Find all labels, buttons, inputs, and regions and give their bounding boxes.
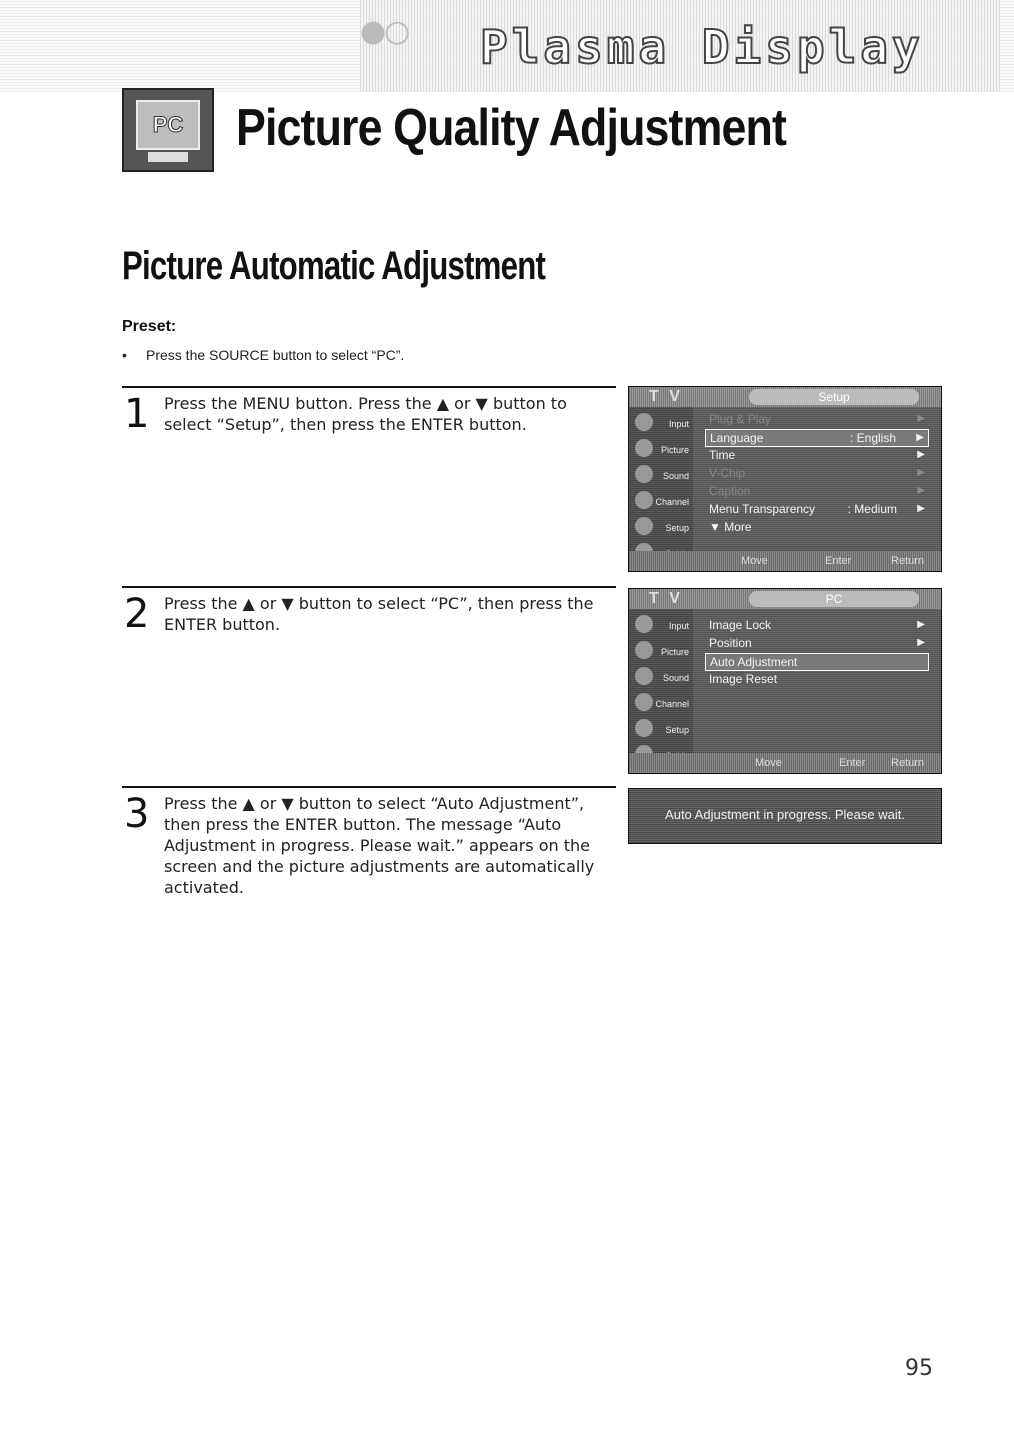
step-number: 1 <box>124 391 150 437</box>
arrow-right-icon: ▶ <box>917 503 925 514</box>
menu-tab-title: Setup <box>749 389 919 405</box>
sidebar-item-setup[interactable]: Setup <box>635 717 691 743</box>
tv-label: T V <box>649 590 683 607</box>
menu-tab-title: PC <box>749 591 919 607</box>
picture-icon <box>635 641 653 659</box>
menu-sidebar <box>629 609 693 753</box>
return-hint: Return <box>891 757 925 769</box>
menu-item-image-reset[interactable]: Image Reset <box>709 672 778 686</box>
step-number: 3 <box>124 791 150 837</box>
pc-icon <box>122 88 214 172</box>
menu-item-plug-play[interactable]: Plug & Play ▶ <box>709 412 925 426</box>
preset-text: Press the SOURCE button to select “PC”. <box>146 347 405 363</box>
input-icon <box>635 615 653 633</box>
pc-screen-icon <box>136 100 200 150</box>
sidebar-item-input[interactable]: Input <box>635 613 691 639</box>
step-number: 2 <box>124 591 150 637</box>
menu-item-v-chip[interactable]: V-Chip ▶ <box>709 466 925 480</box>
move-hint: Move <box>741 555 768 567</box>
page-title: Picture Quality Adjustment <box>236 99 786 157</box>
setup-icon <box>635 517 653 535</box>
banner-title: Plasma Display <box>480 20 924 74</box>
arrow-right-icon: ▶ <box>916 432 924 443</box>
enter-hint: Enter <box>839 757 866 769</box>
arrow-right-icon: ▶ <box>917 485 925 496</box>
arrow-right-icon: ▶ <box>917 637 925 648</box>
step-text: Press the ▲ or ▼ button to select “PC”, then press the ENTER button. <box>164 594 594 634</box>
menu-bottom-bar <box>629 753 941 773</box>
sidebar-item-picture[interactable]: Picture <box>635 639 691 665</box>
menu-item-image-lock[interactable]: Image Lock ▶ <box>709 618 925 632</box>
input-icon <box>635 413 653 431</box>
section-title: Picture Automatic Adjustment <box>122 244 546 288</box>
step-text: Press the ▲ or ▼ button to select “Auto Adjustment”, then press the ENTER button. The message “Auto Adjustment in progress. Please wait.” appears on the screen and the picture adjustments are automatically activated. <box>164 794 595 897</box>
menu-item-language[interactable]: Language : English ▶ <box>705 429 929 447</box>
menu-item-menu-transparency[interactable]: Menu Transparency : Medium ▶ <box>709 502 925 516</box>
return-hint: Return <box>891 555 925 567</box>
sound-icon <box>635 667 653 685</box>
setup-menu-screenshot <box>628 386 942 572</box>
step-1 <box>122 386 616 437</box>
sidebar-item-input[interactable]: Input <box>635 411 691 437</box>
arrow-right-icon: ▶ <box>917 449 925 460</box>
preset-label: Preset: <box>122 318 177 335</box>
pc-icon-label: PC <box>152 112 184 137</box>
pc-menu-screenshot <box>628 588 942 774</box>
bullet: • <box>122 347 127 363</box>
sidebar-item-sound[interactable]: Sound <box>635 463 691 489</box>
menu-item-position[interactable]: Position ▶ <box>709 636 925 650</box>
progress-message: Auto Adjustment in progress. Please wait. <box>665 807 905 822</box>
auto-adjustment-message-box <box>628 788 942 844</box>
pc-stand <box>148 152 188 162</box>
page-number: 95 <box>905 1356 933 1381</box>
menu-sidebar <box>629 407 693 551</box>
channel-icon <box>635 491 653 509</box>
enter-hint: Enter <box>825 555 852 567</box>
menu-list <box>693 407 941 551</box>
banner-decoration: ●○ <box>360 14 409 49</box>
sidebar-item-picture[interactable]: Picture <box>635 437 691 463</box>
step-2 <box>122 586 616 637</box>
step-3 <box>122 786 616 897</box>
menu-item-caption[interactable]: Caption ▶ <box>709 484 925 498</box>
picture-icon <box>635 439 653 457</box>
sidebar-item-sound[interactable]: Sound <box>635 665 691 691</box>
step-text: Press the MENU button. Press the ▲ or ▼ button to select “Setup”, then press the ENTER button. <box>164 394 567 434</box>
sound-icon <box>635 465 653 483</box>
arrow-right-icon: ▶ <box>917 467 925 478</box>
sidebar-item-channel[interactable]: Channel <box>635 691 691 717</box>
menu-list <box>693 609 941 753</box>
arrow-right-icon: ▶ <box>917 619 925 630</box>
sidebar-item-channel[interactable]: Channel <box>635 489 691 515</box>
menu-item-time[interactable]: Time ▶ <box>709 448 925 462</box>
arrow-right-icon: ▶ <box>917 413 925 424</box>
setup-icon <box>635 719 653 737</box>
menu-bottom-bar <box>629 551 941 571</box>
channel-icon <box>635 693 653 711</box>
menu-item-more[interactable]: ▼ More <box>709 520 752 534</box>
sidebar-item-setup[interactable]: Setup <box>635 515 691 541</box>
menu-item-auto-adjustment[interactable]: Auto Adjustment <box>705 653 929 671</box>
header-banner <box>0 0 1014 92</box>
menu-top-bar <box>629 387 941 407</box>
move-hint: Move <box>755 757 782 769</box>
preset-item <box>122 347 404 363</box>
tv-label: T V <box>649 388 683 405</box>
menu-top-bar <box>629 589 941 609</box>
